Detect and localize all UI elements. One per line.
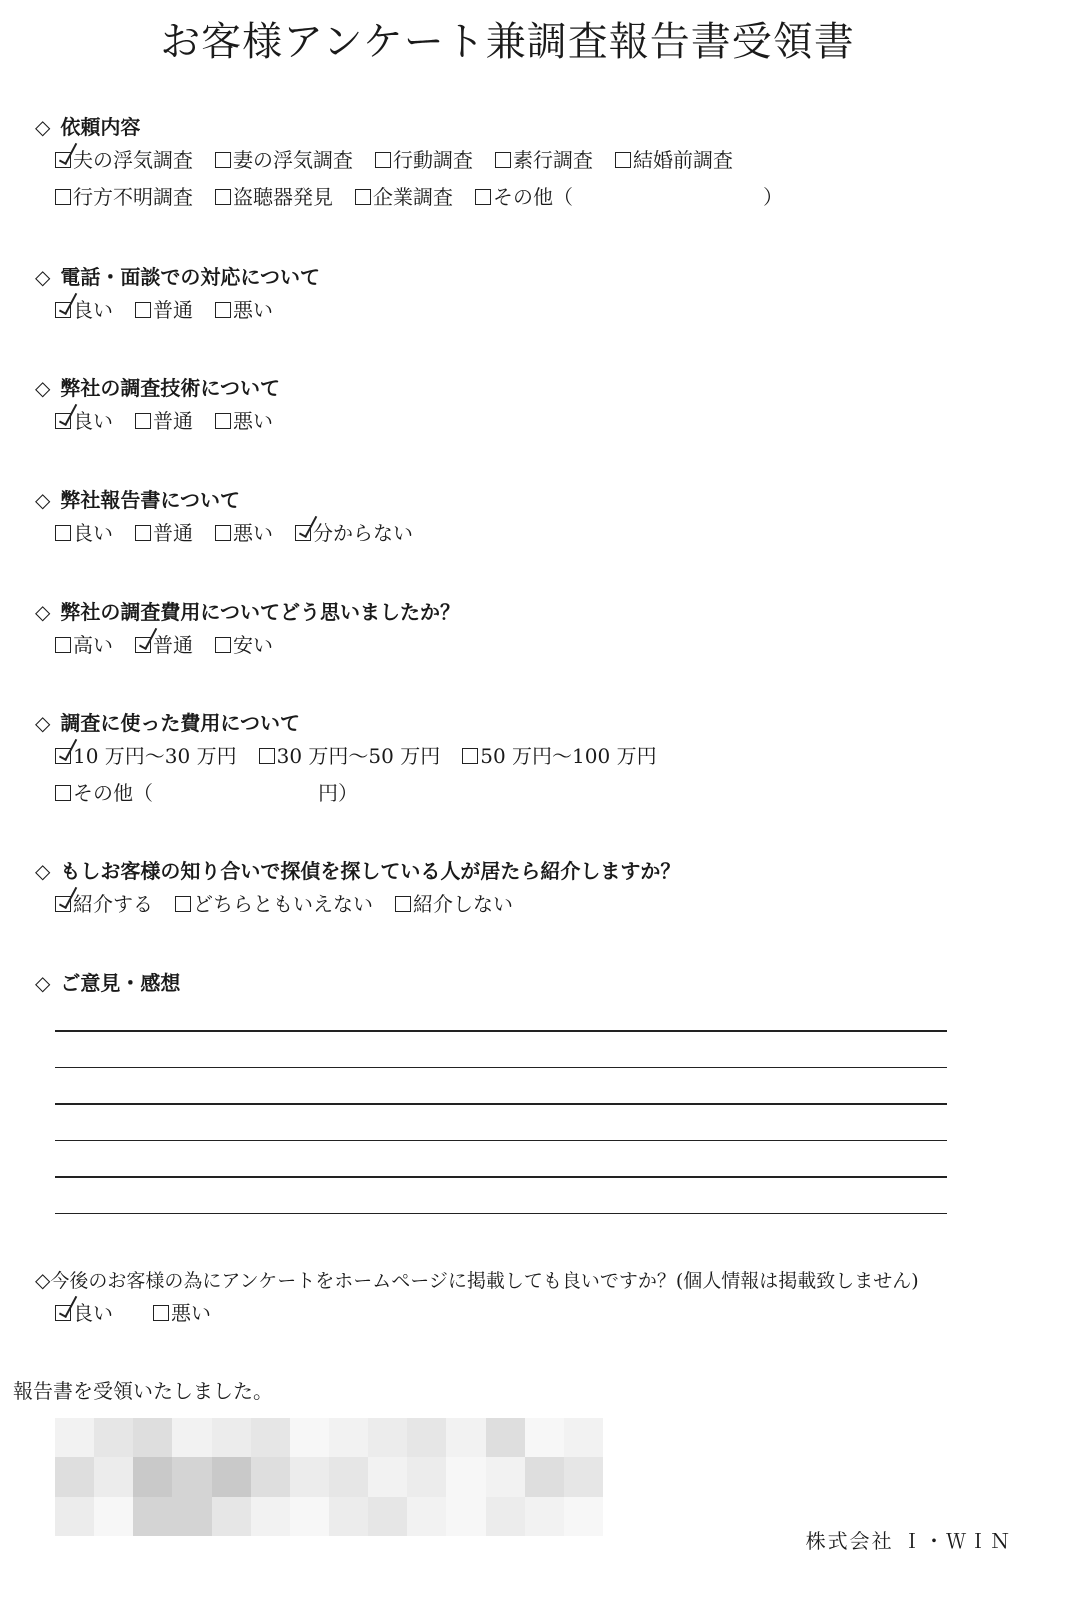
- redaction-pixel: [368, 1418, 407, 1457]
- redaction-pixel: [133, 1457, 172, 1496]
- redaction-pixel: [55, 1497, 94, 1536]
- option-label: 30 万円〜50 万円: [276, 744, 441, 768]
- redaction-pixel: [525, 1418, 564, 1457]
- checkbox-unchecked[interactable]: [175, 896, 191, 912]
- option-label: 結婚前調査: [633, 148, 733, 172]
- option-label: どちらともいえない: [193, 892, 373, 916]
- checkbox-option[interactable]: [55, 738, 237, 775]
- survey-question-block: [35, 262, 1055, 329]
- redaction-pixel: [94, 1497, 133, 1536]
- redaction-pixel: [172, 1497, 211, 1536]
- redaction-pixel: [251, 1497, 290, 1536]
- checkbox-option[interactable]: [215, 142, 353, 179]
- checkbox-option[interactable]: [462, 738, 656, 775]
- redaction-pixel: [251, 1457, 290, 1496]
- checkbox-unchecked[interactable]: [55, 637, 71, 653]
- options-group: [35, 738, 1055, 812]
- checkbox-option[interactable]: [55, 142, 193, 179]
- checkbox-unchecked[interactable]: [153, 1305, 169, 1321]
- redaction-pixel: [564, 1497, 603, 1536]
- options-group: [35, 292, 1055, 329]
- checkbox-option[interactable]: [475, 179, 783, 216]
- redaction-pixel: [564, 1418, 603, 1457]
- redaction-pixel: [290, 1418, 329, 1457]
- checkbox-checked[interactable]: [135, 637, 151, 653]
- checkbox-checked[interactable]: [55, 748, 71, 764]
- redaction-pixel: [407, 1418, 446, 1457]
- options-row: [55, 142, 1055, 179]
- checkbox-checked[interactable]: [295, 525, 311, 541]
- checkbox-unchecked[interactable]: [55, 525, 71, 541]
- write-in-line[interactable]: [55, 1213, 947, 1215]
- option-label: 悪い: [171, 1301, 211, 1325]
- write-in-line[interactable]: [55, 1103, 947, 1105]
- redaction-pixel: [329, 1418, 368, 1457]
- option-label: 紹介する: [73, 892, 153, 916]
- redaction-pixel: [525, 1457, 564, 1496]
- publish-question: 今後のお客様の為にアンケートをホームページに掲載しても良いですか？(個人情報は掲載致しません): [50, 1270, 919, 1292]
- checkbox-option[interactable]: [135, 515, 193, 552]
- redaction-pixel: [368, 1457, 407, 1496]
- document-title: お客様アンケート兼調査報告書受領書: [160, 19, 855, 65]
- option-label: 悪い: [233, 521, 273, 545]
- redacted-signature: [55, 1418, 603, 1536]
- checkbox-checked[interactable]: [55, 302, 71, 318]
- redaction-pixel: [172, 1418, 211, 1457]
- received-text: 報告書を受領いたしました。: [13, 1379, 273, 1403]
- option-label: 悪い: [233, 409, 273, 433]
- checkbox-option[interactable]: [175, 886, 373, 923]
- redaction-pixel: [446, 1457, 485, 1496]
- redaction-pixel: [133, 1418, 172, 1457]
- checkbox-checked[interactable]: [55, 152, 71, 168]
- checkbox-option[interactable]: [215, 627, 273, 664]
- checkbox-option[interactable]: [55, 1295, 113, 1332]
- write-in-line[interactable]: [55, 1176, 947, 1178]
- options-group: [35, 515, 1055, 552]
- checkbox-unchecked[interactable]: [135, 413, 151, 429]
- redaction-pixel: [564, 1457, 603, 1496]
- options-group: [35, 886, 1055, 923]
- redaction-pixel: [329, 1497, 368, 1536]
- redaction-pixel: [329, 1457, 368, 1496]
- redaction-pixel: [486, 1497, 525, 1536]
- options-row: [55, 1295, 1055, 1332]
- options-row: [55, 775, 1055, 812]
- option-label: 企業調査: [373, 185, 453, 209]
- survey-question-block: [35, 856, 1055, 923]
- redaction-pixel: [290, 1497, 329, 1536]
- checkbox-unchecked[interactable]: [135, 525, 151, 541]
- redaction-pixel: [94, 1418, 133, 1457]
- survey-question-block: [35, 373, 1055, 440]
- option-label: 10 万円〜30 万円: [73, 744, 237, 768]
- checkbox-option[interactable]: [355, 179, 453, 216]
- checkbox-option[interactable]: [55, 179, 193, 216]
- options-row: [55, 292, 1055, 329]
- redaction-pixel: [55, 1418, 94, 1457]
- option-label: 普通: [153, 633, 193, 657]
- checkbox-option[interactable]: [615, 142, 733, 179]
- checkbox-option[interactable]: [55, 886, 153, 923]
- redaction-pixel: [290, 1457, 329, 1496]
- diamond-icon: ◇: [35, 115, 51, 139]
- checkbox-unchecked[interactable]: [215, 302, 231, 318]
- opinion-lines: [55, 1030, 947, 1249]
- checkbox-option[interactable]: [295, 515, 413, 552]
- option-label: その他（: [493, 185, 573, 209]
- options-row: [55, 179, 1055, 216]
- question-text: 調査に使った費用について: [60, 711, 300, 735]
- option-label: 良い: [73, 1301, 113, 1325]
- redaction-pixel: [525, 1497, 564, 1536]
- option-label: 悪い: [233, 298, 273, 322]
- option-label: 良い: [73, 409, 113, 433]
- checkbox-option[interactable]: [55, 292, 113, 329]
- option-label: 盗聴器発見: [233, 185, 333, 209]
- option-label: 普通: [153, 298, 193, 322]
- write-in-line[interactable]: [55, 1140, 947, 1142]
- redaction-pixel: [486, 1457, 525, 1496]
- checkbox-unchecked[interactable]: [55, 189, 71, 205]
- checkbox-unchecked[interactable]: [215, 413, 231, 429]
- option-label: 安い: [233, 633, 273, 657]
- checkbox-option[interactable]: [215, 292, 273, 329]
- question-text: 電話・面談での対応について: [60, 265, 320, 289]
- option-label: 普通: [153, 409, 193, 433]
- options-group: [35, 142, 1055, 216]
- checkbox-unchecked[interactable]: [462, 748, 478, 764]
- redaction-pixel: [407, 1457, 446, 1496]
- checkbox-option[interactable]: [135, 627, 193, 664]
- question-text: 弊社の調査技術について: [60, 376, 280, 400]
- checkbox-option[interactable]: [135, 292, 193, 329]
- checkbox-unchecked[interactable]: [355, 189, 371, 205]
- redaction-pixel: [212, 1418, 251, 1457]
- checkbox-option[interactable]: [55, 627, 113, 664]
- diamond-icon: ◇: [35, 600, 51, 624]
- opinion-section: [35, 968, 1055, 998]
- checkbox-checked[interactable]: [55, 413, 71, 429]
- checkbox-unchecked[interactable]: [475, 189, 491, 205]
- options-row: [55, 627, 1055, 664]
- checkbox-option[interactable]: [215, 403, 273, 440]
- checkbox-option[interactable]: [259, 738, 441, 775]
- publish-options: [35, 1295, 1055, 1332]
- diamond-icon: ◇: [35, 376, 51, 400]
- write-in-line[interactable]: [55, 1030, 947, 1032]
- redaction-pixel: [446, 1497, 485, 1536]
- diamond-icon: ◇: [35, 488, 51, 512]
- checkbox-unchecked[interactable]: [55, 785, 71, 801]
- opinion-question: ご意見・感想: [60, 971, 181, 995]
- redaction-pixel: [407, 1497, 446, 1536]
- checkbox-unchecked[interactable]: [135, 302, 151, 318]
- option-label: 行方不明調査: [73, 185, 193, 209]
- checkbox-option[interactable]: [395, 886, 513, 923]
- diamond-icon: ◇: [35, 859, 51, 883]
- redaction-pixel: [172, 1457, 211, 1496]
- checkbox-option[interactable]: [135, 403, 193, 440]
- options-group: [35, 403, 1055, 440]
- option-label: 妻の浮気調査: [233, 148, 353, 172]
- checkbox-unchecked[interactable]: [215, 189, 231, 205]
- redaction-pixel: [446, 1418, 485, 1457]
- options-row: [55, 403, 1055, 440]
- publish-section: [35, 1265, 1055, 1332]
- redaction-pixel: [251, 1418, 290, 1457]
- option-label: 紹介しない: [413, 892, 513, 916]
- redaction-pixel: [368, 1497, 407, 1536]
- survey-question-block: [35, 485, 1055, 552]
- checkbox-option[interactable]: [495, 142, 593, 179]
- checkbox-checked[interactable]: [55, 896, 71, 912]
- options-row: [55, 738, 1055, 775]
- option-suffix: 円）: [318, 781, 358, 805]
- checkbox-option[interactable]: [55, 775, 358, 812]
- option-suffix: ）: [763, 185, 783, 209]
- redaction-pixel: [212, 1497, 251, 1536]
- write-in-line[interactable]: [55, 1067, 947, 1069]
- question-text: 依頼内容: [60, 115, 141, 139]
- redaction-pixel: [94, 1457, 133, 1496]
- checkbox-unchecked[interactable]: [259, 748, 275, 764]
- options-row: [55, 886, 1055, 923]
- option-label: 普通: [153, 521, 193, 545]
- option-label: 高い: [73, 633, 113, 657]
- option-label: その他（: [73, 781, 153, 805]
- checkbox-option[interactable]: [55, 515, 113, 552]
- question-text: 弊社報告書について: [60, 488, 240, 512]
- checkbox-unchecked[interactable]: [215, 152, 231, 168]
- diamond-icon: ◇: [35, 1268, 51, 1292]
- checkbox-checked[interactable]: [55, 1305, 71, 1321]
- checkbox-unchecked[interactable]: [395, 896, 411, 912]
- question-text: もしお客様の知り合いで探偵を探している人が居たら紹介しますか？: [60, 859, 681, 883]
- checkbox-unchecked[interactable]: [495, 152, 511, 168]
- checkbox-option[interactable]: [153, 1295, 211, 1332]
- diamond-icon: ◇: [35, 265, 51, 289]
- survey-question-block: [35, 708, 1055, 812]
- checkbox-unchecked[interactable]: [615, 152, 631, 168]
- redaction-pixel: [212, 1457, 251, 1496]
- checkbox-option[interactable]: [215, 515, 273, 552]
- redaction-pixel: [133, 1497, 172, 1536]
- options-row: [55, 515, 1055, 552]
- checkbox-unchecked[interactable]: [215, 525, 231, 541]
- checkbox-unchecked[interactable]: [215, 637, 231, 653]
- option-label: 素行調査: [513, 148, 593, 172]
- option-label: 50 万円〜100 万円: [480, 744, 657, 768]
- checkbox-option[interactable]: [215, 179, 333, 216]
- checkbox-option[interactable]: [375, 142, 473, 179]
- option-label: 良い: [73, 521, 113, 545]
- redaction-pixel: [486, 1418, 525, 1457]
- company-name: 株式会社 Ｉ・ＷＩＮ: [805, 1529, 1012, 1553]
- diamond-icon: ◇: [35, 711, 51, 735]
- question-text: 弊社の調査費用についてどう思いましたか？: [60, 600, 460, 624]
- checkbox-option[interactable]: [55, 403, 113, 440]
- survey-question-block: [35, 112, 1055, 216]
- redaction-pixel: [55, 1457, 94, 1496]
- option-label: 夫の浮気調査: [73, 148, 193, 172]
- survey-question-block: [35, 597, 1055, 664]
- options-group: [35, 627, 1055, 664]
- option-label: 良い: [73, 298, 113, 322]
- option-label: 分からない: [313, 521, 413, 545]
- option-label: 行動調査: [393, 148, 473, 172]
- checkbox-unchecked[interactable]: [375, 152, 391, 168]
- diamond-icon: ◇: [35, 971, 51, 995]
